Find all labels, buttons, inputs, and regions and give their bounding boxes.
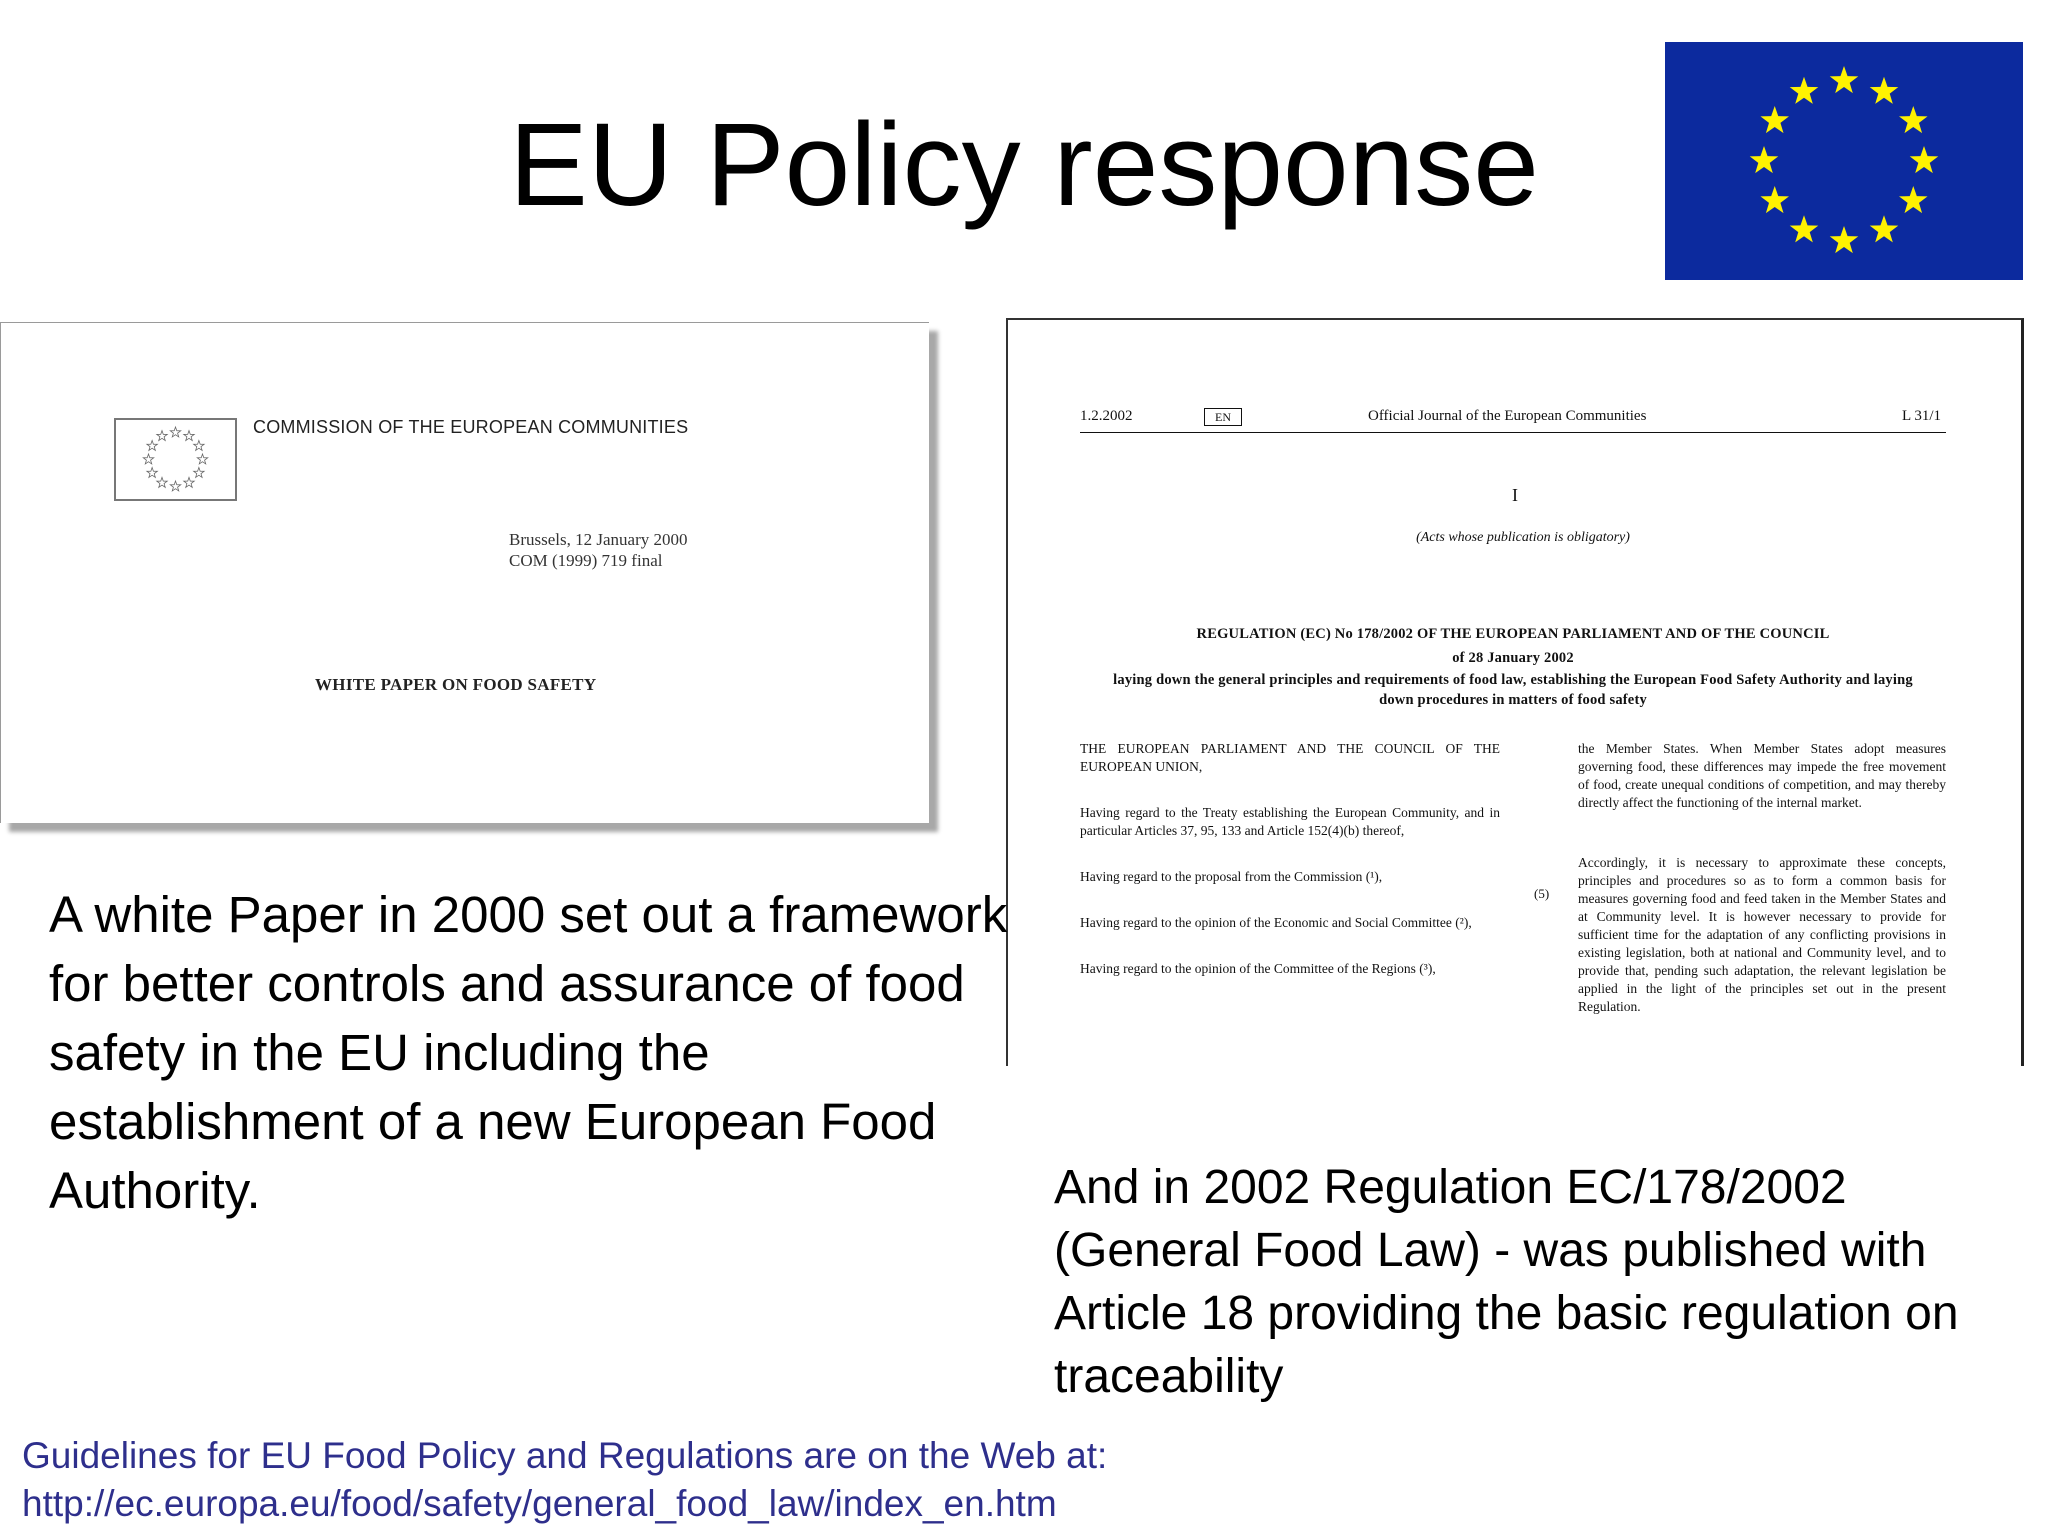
oj-header-rule xyxy=(1080,432,1946,433)
emblem-star-icon xyxy=(184,477,194,487)
oj-language-box: EN xyxy=(1204,408,1242,426)
oj-left-para: Having regard to the opinion of the Economic and Social Committee (²), xyxy=(1080,915,1472,930)
flag-star-icon xyxy=(1790,77,1819,104)
flag-star-icon xyxy=(1830,66,1859,93)
emblem-star-icon xyxy=(194,441,204,451)
emblem-star-icon xyxy=(147,468,157,478)
emblem-star-icon xyxy=(170,481,180,491)
emblem-star-icon xyxy=(170,427,180,437)
white-paper-caption: A white Paper in 2000 set out a framework for better controls and assurance of food safety in the EU including the establishment of a new European Food Authority. xyxy=(49,886,1008,1219)
oj-left-column xyxy=(1080,740,1500,1006)
flag-star-icon xyxy=(1899,186,1928,213)
white-paper-date: Brussels, 12 January 2000 xyxy=(509,530,688,549)
flag-star-icon xyxy=(1790,215,1819,242)
white-paper-title: WHITE PAPER ON FOOD SAFETY xyxy=(315,675,597,694)
oj-right-column xyxy=(1578,740,1946,1058)
white-paper-place-date xyxy=(509,529,687,571)
flag-star-icon xyxy=(1750,146,1779,173)
white-paper-reference: COM (1999) 719 final xyxy=(509,551,663,570)
flag-star-icon xyxy=(1830,226,1859,253)
emblem-star-icon xyxy=(157,431,167,441)
oj-regulation-subtitle: laying down the general principles and requirements of food law, establishing the European Food Safety Authority and laying down procedures in matters of food safety xyxy=(1113,672,1913,708)
official-journal-page-image xyxy=(1006,318,2024,1066)
oj-journal-name: Official Journal of the European Communities xyxy=(1368,408,1647,424)
eu-emblem-stars xyxy=(116,420,235,499)
oj-left-para: THE EUROPEAN PARLIAMENT AND THE COUNCIL OF THE EUROPEAN UNION, xyxy=(1080,741,1500,774)
oj-date: 1.2.2002 xyxy=(1080,408,1133,424)
flag-star-icon xyxy=(1760,186,1789,213)
footer-url-link[interactable]: http://ec.europa.eu/food/safety/general_food_law/index_en.htm xyxy=(22,1483,1057,1524)
emblem-star-icon xyxy=(184,431,194,441)
oj-regulation-date: of 28 January 2002 xyxy=(1452,650,1574,666)
flag-star-icon xyxy=(1870,215,1899,242)
oj-left-para: Having regard to the proposal from the Commission (¹), xyxy=(1080,869,1383,884)
oj-right-para: Accordingly, it is necessary to approximate these concepts, principles and procedures so as to form a common basis for measures governing food and feed taken in the Member States and at Community level. It is however necessary to provide for sufficient time for the adaptation of any conflicting provisions in existing legislation, both at national and Community level, and to provide that, pending such adaptation, the relevant legislation be applied in the light of the principles set out in the present Regulation. xyxy=(1578,855,1946,1014)
eu-flag-stars xyxy=(1665,42,2023,280)
flag-star-icon xyxy=(1899,106,1928,133)
emblem-star-icon xyxy=(197,454,207,464)
oj-left-para: Having regard to the opinion of the Committee of the Regions (³), xyxy=(1080,961,1436,976)
eu-flag-image xyxy=(1665,42,2023,280)
oj-left-para: Having regard to the Treaty establishing the European Community, and in particular Articles 37, 95, 133 and Article 152(4)(b) thereof, xyxy=(1080,805,1500,838)
footer-guidelines xyxy=(22,1432,1107,1528)
oj-section-number: I xyxy=(1512,485,1518,505)
oj-acts-note: (Acts whose publication is obligatory) xyxy=(1416,530,1630,545)
emblem-star-icon xyxy=(157,477,167,487)
regulation-caption: And in 2002 Regulation EC/178/2002 (General Food Law) - was published with Article 18 providing the basic regulation on traceability xyxy=(1054,1161,1959,1403)
flag-star-icon xyxy=(1760,106,1789,133)
white-paper-cover-image xyxy=(0,322,929,823)
emblem-star-icon xyxy=(194,468,204,478)
emblem-star-icon xyxy=(143,454,153,464)
flag-star-icon xyxy=(1870,77,1899,104)
eu-emblem-icon xyxy=(114,418,237,501)
oj-right-para: the Member States. When Member States adopt measures governing food, these differences may impede the free movement of food, create unequal conditions of competition, and may thereby directly affect the functioning of the internal market. xyxy=(1578,741,1946,810)
oj-recital-number: (5) xyxy=(1534,886,1550,901)
white-paper-organisation: COMMISSION OF THE EUROPEAN COMMUNITIES xyxy=(253,417,689,437)
slide-title: EU Policy response xyxy=(509,99,1539,231)
emblem-star-icon xyxy=(147,441,157,451)
flag-star-icon xyxy=(1910,146,1939,173)
footer-text: Guidelines for EU Food Policy and Regulations are on the Web at: xyxy=(22,1435,1108,1476)
oj-page-ref: L 31/1 xyxy=(1902,408,1942,424)
oj-regulation-title: REGULATION (EC) No 178/2002 OF THE EUROPEAN PARLIAMENT AND OF THE COUNCIL xyxy=(1196,626,1830,642)
oj-regulation-heading xyxy=(1108,622,1918,710)
